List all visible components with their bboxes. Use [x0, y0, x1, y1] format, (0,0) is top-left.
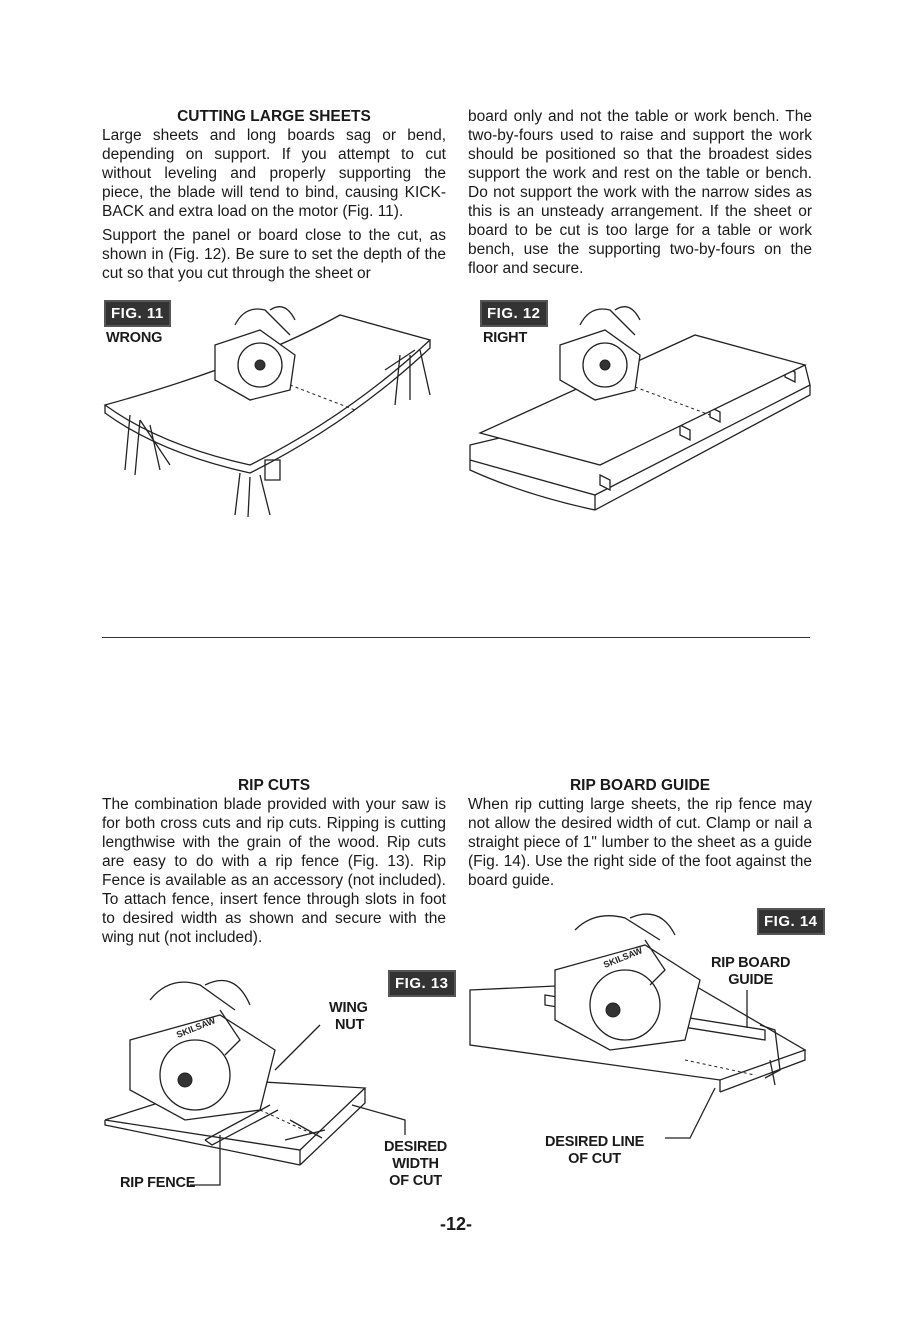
desired-line-line-2: OF CUT	[568, 1151, 621, 1167]
rip-board-guide-line-1: RIP BOARD	[711, 955, 791, 971]
circular-saw-icon	[130, 981, 275, 1121]
large-sheets-paragraph-3: board only and not the table or work bench. The two-by-fours used to raise and support the work should be positioned so that the broadest sides support the work and rest on the table or bench. Do not support the work with the narrow sides as this is an unsteady arrangement. If the sheet or board to be cut is too large for a table or work bench, use the supporting two-by-fours on the floor and secure.	[468, 108, 812, 277]
fig13-callout-wing-nut	[329, 1000, 368, 1034]
wing-nut-leader	[275, 1025, 320, 1070]
desired-width-line-3: OF CUT	[389, 1173, 442, 1189]
desired-width-leader	[352, 1105, 405, 1135]
fig13-callout-rip-fence: RIP FENCE	[120, 1175, 196, 1191]
rip-cuts-paragraph: The combination blade provided with your saw is for both cross cuts and rip cuts. Ripping is cutting lengthwise with the grain of the wood. Rip cuts are easy to do with a rip fence (Fig. 13). Rip Fence is available as an accessory (not included). To attach fence, insert fence through slots in foot to desired width as shown and secure with the wing nut (not included).	[102, 796, 446, 946]
fig13-label: FIG. 13	[388, 970, 456, 997]
fig14-callout-desired-line	[545, 1134, 644, 1168]
rip-cuts-column	[102, 776, 446, 952]
rip-board-guide-column	[468, 776, 812, 895]
fig11-caption-wrong: WRONG	[106, 330, 163, 346]
section-heading-rip-board-guide: RIP BOARD GUIDE	[569, 777, 711, 794]
desired-width-line-2: WIDTH	[392, 1156, 439, 1172]
desired-line-line-1: DESIRED LINE	[545, 1134, 645, 1150]
saw-brand-text: SKILSAW	[602, 945, 644, 970]
fig11-label: FIG. 11	[104, 300, 171, 327]
large-sheets-paragraph-2: Support the panel or board close to the cut, as shown in (Fig. 12). Be sure to set the depth of the cut so that you cut through the sheet or	[102, 227, 446, 282]
section-heading-cutting-large-sheets: CUTTING LARGE SHEETS	[177, 108, 371, 125]
wing-nut-line-1: WING	[329, 1000, 368, 1016]
fig13-callout-desired-width	[384, 1139, 447, 1190]
fig14-callout-rip-board-guide	[711, 955, 790, 989]
saw-brand-text: SKILSAW	[175, 1015, 217, 1040]
large-sheets-left-column	[102, 107, 446, 288]
large-sheets-right-column	[468, 107, 812, 283]
section-divider	[102, 637, 810, 638]
circular-saw-icon	[560, 307, 640, 400]
fig12-illustration	[465, 295, 815, 525]
fig12-caption-right: RIGHT	[483, 330, 528, 346]
fig14-label: FIG. 14	[757, 908, 825, 935]
wing-nut-line-2: NUT	[335, 1017, 365, 1033]
circular-saw-icon	[215, 307, 295, 400]
page-number: -12-	[439, 1214, 472, 1234]
fig12-label: FIG. 12	[480, 300, 548, 327]
section-heading-rip-cuts: RIP CUTS	[237, 777, 311, 794]
fig14-illustration	[465, 910, 815, 1140]
circular-saw-icon	[555, 914, 700, 1050]
rip-board-guide-paragraph: When rip cutting large sheets, the rip fence may not allow the desired width of cut. Clamp or nail a straight piece of 1" lumber to the sheet as a guide (Fig. 14). Use the right side of the foot against the board guide.	[468, 796, 812, 889]
fig11-illustration	[100, 295, 450, 525]
rip-board-guide-line-2: GUIDE	[728, 972, 774, 988]
large-sheets-paragraph-1: Large sheets and long boards sag or bend, depending on support. If you attempt to cut without leveling and properly supporting the piece, the blade will tend to bind, causing KICK-BACK and extra load on the motor (Fig. 11).	[102, 127, 446, 220]
desired-line-leader	[665, 1088, 715, 1138]
desired-width-line-1: DESIRED	[384, 1139, 448, 1155]
